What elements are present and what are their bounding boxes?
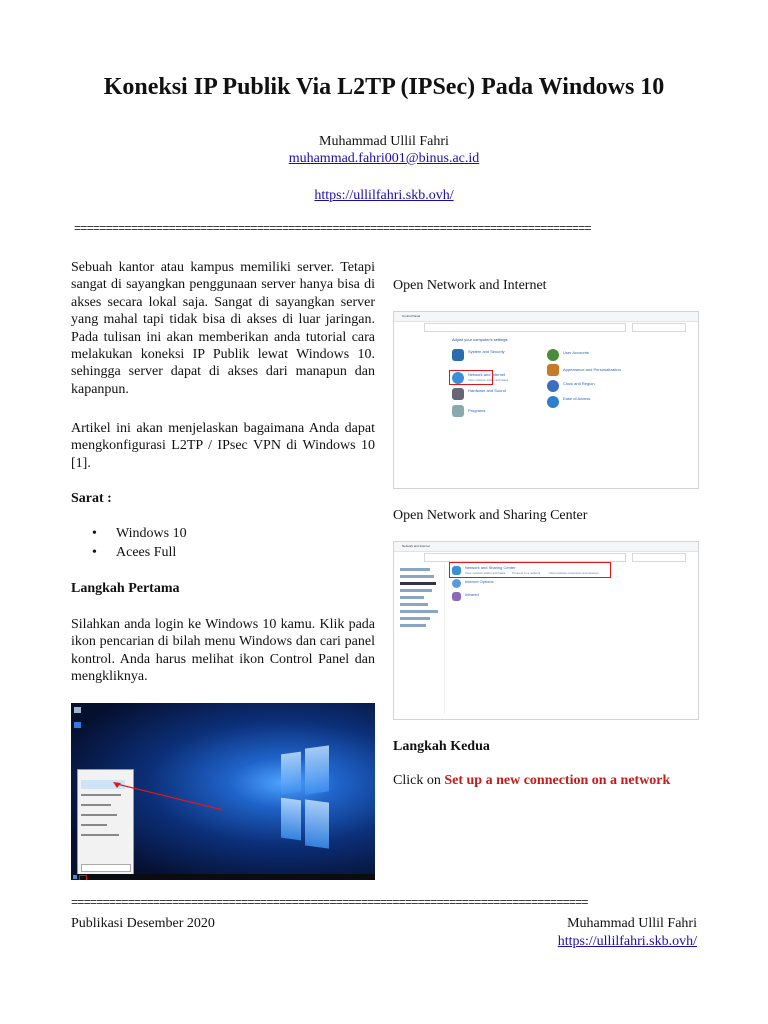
publication-date: Publikasi Desember 2020 [71,916,215,931]
caption-open-sharing-center: Open Network and Sharing Center [393,508,588,523]
ni-item[interactable]: Infrared [465,592,479,597]
document-title: Koneksi IP Publik Via L2TP (IPSec) Pada Windows 10 [103,74,665,100]
window-titlebar [394,312,698,322]
search-icon[interactable] [79,875,87,880]
window-title: Control Panel [402,314,421,318]
control-panel-screenshot [393,311,699,489]
click-target: Set up a new connection on a network [444,773,671,788]
site-link-wrap [0,188,768,204]
annotation-box [449,370,493,385]
windows-logo-pane [281,798,301,841]
cp-item[interactable]: Network and Internet [468,372,506,377]
click-prefix: Click on [393,773,445,788]
palette-icon [547,364,559,376]
ni-link[interactable]: View network status and tasks [465,571,506,575]
requirement-item: • Windows 10 [71,525,375,544]
user-icon [547,349,559,361]
annotation-arrow [111,778,231,818]
internet-options-icon [452,579,461,588]
article-paragraph: Artikel ini akan menjelaskan bagaimana Anda dapat mengkonfigurasi L2TP / IPsec VPN di Windows 10 [1]. [71,421,375,471]
search-field[interactable] [632,323,686,332]
window-title: Network and Internet [402,544,430,548]
annotation-box [449,562,611,578]
step2-heading: Langkah Kedua [393,739,490,754]
cp-item[interactable]: Ease of Access [563,396,591,401]
cp-item[interactable]: Clock and Region [563,381,595,386]
cp-heading: Adjust your computer's settings [452,337,508,342]
separator-top: ================================================================================== [74,222,591,236]
footer-author: Muhammad Ullil Fahri [567,916,697,931]
shield-icon [452,349,464,361]
author-email-link[interactable]: muhammad.fahri001@binus.ac.id [288,151,480,166]
ni-link[interactable]: View network computers and devices [549,571,599,575]
footer-site-link[interactable]: https://ullilfahri.skb.ovh/ [557,934,697,949]
author-email-wrap [0,151,768,167]
windows-desktop-screenshot [71,703,375,880]
address-bar[interactable] [424,323,626,332]
step1-heading: Langkah Pertama [71,581,180,596]
start-icon[interactable] [73,875,77,879]
cp-item[interactable]: Hardware and Sound [468,388,506,393]
address-bar[interactable] [424,553,626,562]
printer-icon [452,388,464,400]
author-name: Muhammad Ullil Fahri [319,134,449,149]
programs-icon [452,405,464,417]
caption-open-network-internet: Open Network and Internet [393,278,547,293]
windows-logo-pane [305,799,329,848]
step1-paragraph: Silahkan anda login ke Windows 10 kamu. Klik pada ikon pencarian di bilah menu Windows dan cari panel kontrol. Anda harus melihat ikon Control Panel dan mengkliknya. [71,617,375,685]
cp-item[interactable]: System and Security [468,349,505,354]
nav-sidebar [398,564,445,714]
step2-instruction [393,772,697,789]
site-link[interactable]: https://ullilfahri.skb.ovh/ [314,188,454,203]
taskbar [71,874,375,880]
cp-item[interactable]: Programs [468,408,486,413]
requirements-list [71,525,375,563]
requirements-heading: Sarat : [71,491,112,506]
windows-logo-pane [305,745,329,794]
cp-network-link[interactable]: View network status and tasks [468,378,509,382]
intro-paragraph: Sebuah kantor atau kampus memiliki server. Tetapi sangat di sayangkan penggunaan server hanya bisa di akses secara lokal saja. Sangat di sayangkan server yang mahal tapi tidak bisa di akses di luar jaringan. Pada tulisan ini akan memberikan anda tutorial cara melakukan koneksi IP Publik lewat Windows 10. sehingga server dapat di akses dari manapun dan kapanpun. [71,260,375,397]
search-box[interactable] [81,864,131,872]
separator-bottom: ================================================================================== [71,896,588,910]
network-internet-screenshot [393,541,699,720]
cp-item[interactable]: Appearance and Personalization [563,367,621,372]
ni-item[interactable]: Network and Sharing Center [465,565,516,570]
search-field[interactable] [632,553,686,562]
clock-icon [547,380,559,392]
footer-site-wrap [480,934,697,950]
ni-link[interactable]: Connect to a network [512,571,541,575]
cp-item[interactable]: User Accounts [563,350,589,355]
recycle-bin-icon[interactable] [74,707,81,713]
windows-logo-pane [281,752,301,795]
accessibility-icon [547,396,559,408]
infrared-icon [452,592,461,601]
ni-item[interactable]: Internet Options [465,579,494,584]
edge-icon[interactable] [74,722,81,728]
requirement-item: • Acees Full [71,544,375,563]
window-titlebar [394,542,698,552]
